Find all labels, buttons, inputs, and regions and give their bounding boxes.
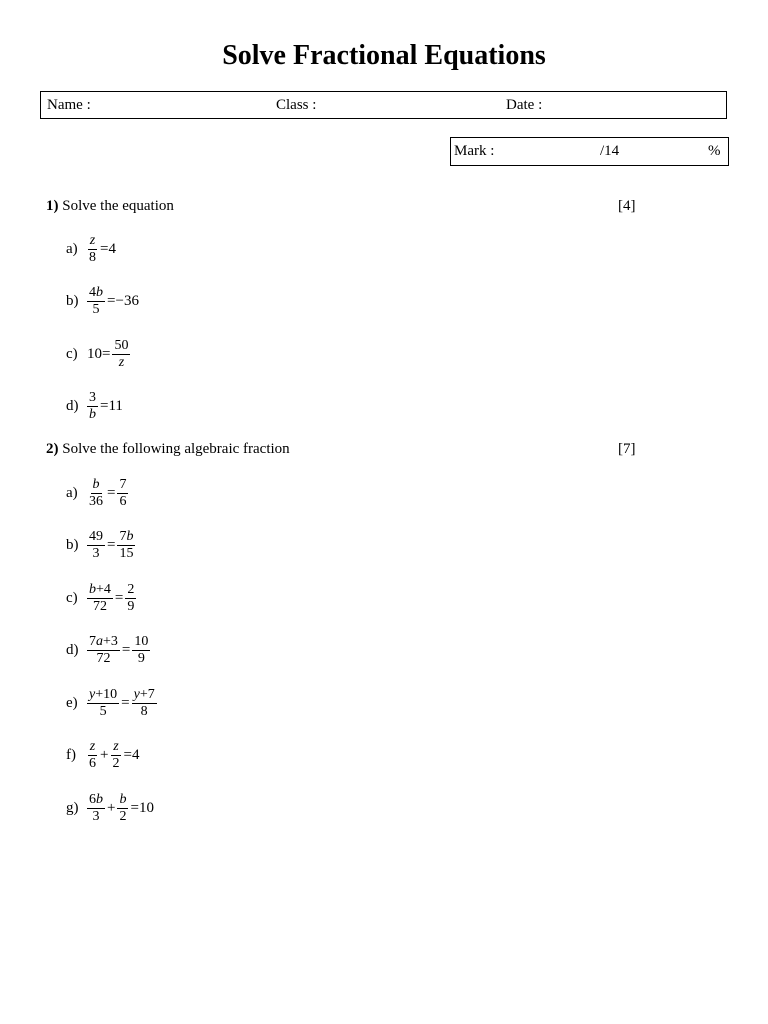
fraction-numerator: b+4 — [89, 581, 111, 597]
fraction-denominator: 6 — [89, 756, 96, 771]
fraction-numerator: 3 — [89, 390, 96, 405]
fraction-denominator: 8 — [140, 703, 148, 719]
fraction — [125, 582, 136, 615]
equation — [86, 285, 140, 318]
fraction-numerator: 10 — [134, 634, 149, 649]
fraction-numerator: 4b — [89, 285, 103, 300]
equation-text: =4 — [123, 747, 140, 763]
fraction-numerator: 7a+3 — [89, 634, 118, 649]
fraction — [117, 792, 128, 825]
equation-item — [66, 580, 137, 616]
fraction — [87, 634, 120, 667]
fraction-denominator: b — [89, 407, 96, 422]
fraction — [110, 739, 121, 772]
fraction — [87, 233, 98, 266]
fraction — [87, 529, 105, 562]
fraction — [132, 634, 150, 667]
fraction-numerator: 2 — [127, 581, 135, 597]
fraction-denominator: 2 — [112, 756, 120, 771]
question-2-number: 2) — [46, 441, 59, 457]
equation-text: = — [107, 484, 116, 501]
mark-box — [450, 137, 729, 166]
equation-item — [66, 284, 140, 320]
item-letter: d) — [66, 642, 79, 658]
mark-percent: % — [708, 143, 721, 159]
fraction-denominator: 9 — [137, 651, 145, 666]
fraction — [117, 477, 128, 510]
question-2-heading — [46, 441, 290, 458]
equation — [86, 529, 136, 562]
fraction-denominator: z — [118, 354, 125, 370]
equation-item — [66, 790, 155, 826]
fraction-denominator: 2 — [119, 808, 127, 824]
name-label: Name : — [47, 97, 91, 113]
fraction — [132, 687, 157, 720]
equation — [86, 687, 158, 720]
equation — [86, 739, 140, 772]
fraction-denominator: 6 — [119, 493, 127, 509]
fraction-denominator: 3 — [92, 808, 100, 824]
fraction — [117, 529, 135, 562]
fraction-numerator: y+7 — [133, 686, 155, 702]
fraction-denominator: 9 — [127, 598, 135, 614]
equation — [86, 338, 131, 371]
equation — [86, 582, 137, 615]
equation-text: = — [107, 537, 116, 553]
question-1-number: 1) — [46, 198, 59, 214]
fraction-numerator: 49 — [89, 529, 103, 544]
item-letter: e) — [66, 694, 78, 711]
equation — [86, 634, 151, 667]
equation — [86, 390, 124, 423]
fraction-denominator: 5 — [92, 302, 100, 317]
equation-text: =−36 — [107, 293, 139, 309]
item-letter: a) — [66, 240, 78, 257]
item-letter: a) — [66, 484, 78, 501]
fraction-numerator: b — [119, 791, 127, 807]
fraction — [87, 687, 119, 720]
equation-text: = — [121, 694, 130, 711]
fraction-denominator: 3 — [92, 546, 100, 561]
fraction — [87, 477, 105, 510]
fraction-numerator: 7 — [119, 476, 127, 492]
worksheet-title: Solve Fractional Equations — [222, 40, 546, 71]
item-letter: b) — [66, 293, 79, 309]
equation — [86, 233, 117, 266]
class-label: Class : — [276, 97, 317, 113]
fraction — [87, 285, 105, 318]
item-letter: g) — [66, 799, 79, 816]
equation-item — [66, 528, 136, 564]
item-letter: f) — [66, 747, 76, 763]
question-2-text: Solve the following algebraic fraction — [62, 441, 290, 457]
mark-total: /14 — [600, 143, 620, 159]
equation-text: =10 — [130, 799, 154, 816]
equation-text: + — [100, 747, 109, 763]
item-letter: c) — [66, 345, 78, 362]
fraction-numerator: z — [89, 739, 96, 754]
fraction-numerator: 50 — [114, 337, 129, 353]
fraction-numerator: z — [113, 739, 119, 754]
equation — [86, 477, 129, 510]
question-1-text: Solve the equation — [62, 198, 174, 214]
fraction-numerator: z — [89, 232, 96, 248]
equation-item — [66, 231, 117, 267]
fraction — [112, 338, 130, 371]
item-letter: c) — [66, 589, 78, 606]
fraction-denominator: 72 — [92, 598, 107, 614]
item-letter: b) — [66, 537, 79, 553]
equation-item — [66, 389, 124, 425]
student-info-box — [40, 91, 727, 119]
equation — [86, 792, 155, 825]
equation-item — [66, 685, 158, 721]
fraction-denominator: 72 — [96, 651, 111, 666]
fraction-denominator: 15 — [119, 546, 134, 561]
equation-text: = — [121, 642, 131, 658]
fraction-denominator: 5 — [99, 703, 107, 719]
question-2-marks: [7] — [618, 441, 636, 457]
equation-text: =11 — [100, 398, 123, 414]
fraction — [87, 390, 98, 423]
fraction-numerator: y+10 — [89, 686, 118, 702]
question-1-marks: [4] — [618, 198, 636, 214]
fraction — [87, 739, 98, 772]
question-1-heading — [46, 198, 174, 215]
fraction-numerator: b — [92, 476, 100, 492]
equation-item — [66, 336, 131, 372]
fraction-denominator: 36 — [89, 493, 103, 509]
equation-item — [66, 633, 151, 669]
fraction-numerator: 6b — [89, 791, 103, 807]
mark-label: Mark : — [454, 143, 495, 159]
fraction-numerator: 7b — [119, 529, 134, 544]
date-label: Date : — [506, 97, 543, 113]
equation-item — [66, 475, 129, 511]
equation-text: =4 — [100, 240, 116, 257]
equation-text: = — [114, 589, 124, 606]
fraction — [87, 792, 105, 825]
equation-item — [66, 738, 140, 774]
equation-text: 10= — [87, 345, 111, 362]
equation-text: + — [107, 799, 116, 816]
item-letter: d) — [66, 398, 79, 414]
fraction — [87, 582, 113, 615]
fraction-denominator: 8 — [89, 249, 96, 265]
